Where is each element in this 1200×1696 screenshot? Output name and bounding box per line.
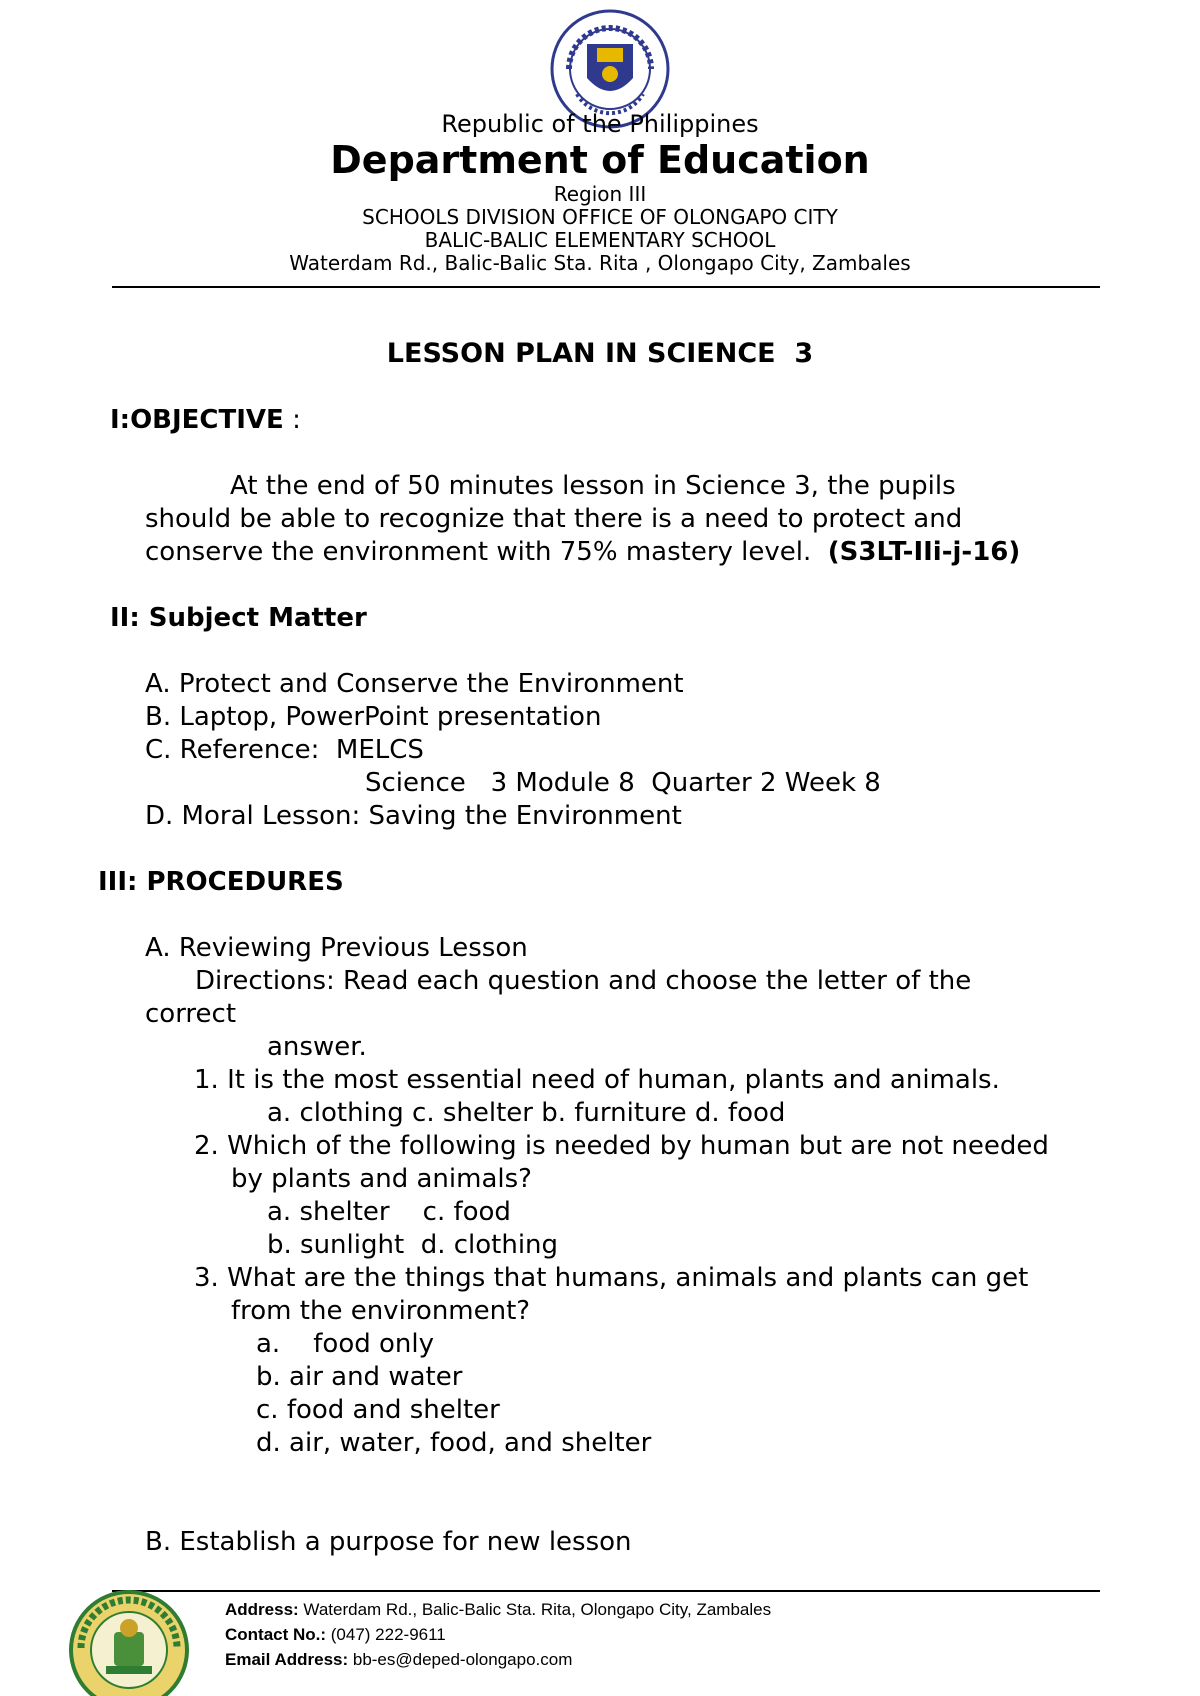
question-3-choice-d: d. air, water, food, and shelter xyxy=(256,1428,652,1458)
question-1: 1. It is the most essential need of human, plants and animals. xyxy=(194,1065,1000,1095)
region-line: Region III xyxy=(553,182,647,206)
subject-item-reference: C. Reference: MELCS xyxy=(145,735,424,765)
question-1-choices: a. clothing c. shelter b. furniture d. food xyxy=(267,1098,786,1128)
school-line: BALIC-BALIC ELEMENTARY SCHOOL xyxy=(424,228,776,252)
question-2-choices-1: a. shelter c. food xyxy=(267,1197,511,1227)
objective-line-2: should be able to recognize that there is a need to protect and xyxy=(145,504,963,534)
procedure-a-title: A. Reviewing Previous Lesson xyxy=(145,933,528,963)
objective-heading xyxy=(110,404,301,436)
lesson-plan-title: LESSON PLAN IN SCIENCE 3 xyxy=(386,338,814,369)
question-3-choice-c: c. food and shelter xyxy=(256,1395,500,1425)
question-2-line-1: 2. Which of the following is needed by human but are not needed xyxy=(194,1131,1049,1161)
subject-item-topic: A. Protect and Conserve the Environment xyxy=(145,669,684,699)
question-2-line-2: by plants and animals? xyxy=(231,1164,532,1194)
objective-line-3-text: conserve the environment with 75% mastery level. xyxy=(145,537,812,567)
procedure-b-title: B. Establish a purpose for new lesson xyxy=(145,1527,632,1557)
footer-contact-label: Contact No.: xyxy=(225,1625,327,1644)
footer-address-label: Address: xyxy=(225,1600,299,1619)
header-divider xyxy=(112,286,1100,288)
footer-address xyxy=(225,1598,771,1622)
objective-heading-colon: : xyxy=(283,405,301,435)
objective-line-3 xyxy=(145,536,1020,568)
subject-item-reference-detail: Science 3 Module 8 Quarter 2 Week 8 xyxy=(365,768,881,798)
school-address-line: Waterdam Rd., Balic-Balic Sta. Rita , Olongapo City, Zambales xyxy=(289,251,911,275)
question-2-choices-2: b. sunlight d. clothing xyxy=(267,1230,559,1260)
footer-address-value: Waterdam Rd., Balic-Balic Sta. Rita, Olongapo City, Zambales xyxy=(298,1600,772,1619)
question-3-line-2: from the environment? xyxy=(231,1296,531,1326)
footer-email xyxy=(225,1648,572,1672)
competency-code: (S3LT-IIi-j-16) xyxy=(827,537,1021,567)
republic-line: Republic of the Philippines xyxy=(441,110,759,138)
question-3-choice-b: b. air and water xyxy=(256,1362,463,1392)
school-logo xyxy=(66,1588,192,1696)
directions-line-3: answer. xyxy=(267,1032,367,1062)
procedures-heading: III: PROCEDURES xyxy=(98,867,344,897)
directions-line-1: Directions: Read each question and choose the letter of the xyxy=(195,966,972,996)
footer-contact xyxy=(225,1623,446,1647)
objective-line-1: At the end of 50 minutes lesson in Science 3, the pupils xyxy=(230,471,956,501)
subject-matter-heading: II: Subject Matter xyxy=(110,603,367,633)
objective-heading-label: I:OBJECTIVE xyxy=(110,405,284,435)
footer-divider xyxy=(112,1590,1100,1592)
footer-email-value: bb-es@deped-olongapo.com xyxy=(348,1650,573,1669)
department-title: Department of Education xyxy=(330,138,870,182)
subject-item-moral-lesson: D. Moral Lesson: Saving the Environment xyxy=(145,801,682,831)
directions-line-2: correct xyxy=(145,999,237,1029)
question-3-line-1: 3. What are the things that humans, animals and plants can get xyxy=(194,1263,1029,1293)
footer-contact-value: (047) 222-9611 xyxy=(326,1625,446,1644)
footer-email-label: Email Address: xyxy=(225,1650,349,1669)
division-line: SCHOOLS DIVISION OFFICE OF OLONGAPO CITY xyxy=(362,205,838,229)
subject-item-materials: B. Laptop, PowerPoint presentation xyxy=(145,702,602,732)
question-3-choice-a: a. food only xyxy=(256,1329,434,1359)
